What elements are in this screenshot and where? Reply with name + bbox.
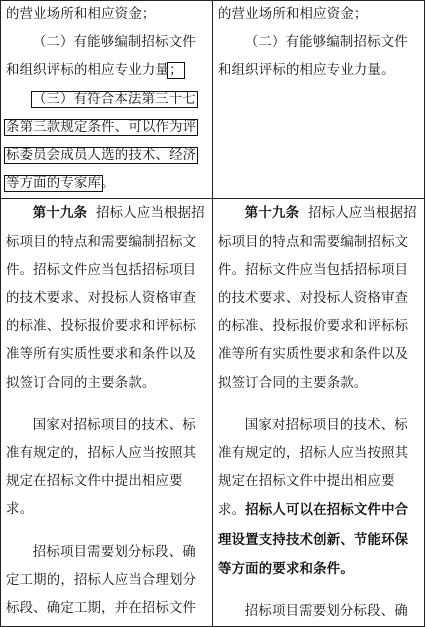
left-text-p3 <box>6 86 207 199</box>
left-cell-row1 <box>1 1 213 199</box>
left-text-p3: 招标项目需要划分标段、确定工期的，招标人应当合理划分标段、确定工期，并在招标文件 <box>6 544 197 617</box>
article-title: 第十九条 <box>32 205 88 222</box>
left-cell-row2 <box>1 199 213 627</box>
right-cell-row1 <box>213 1 425 199</box>
right-text-p2: （二）有能够编制招标文件和组织评标的相应专业力量。 <box>218 35 408 79</box>
right-text-p2-body: 国家对招标项目的技术、标准有规定的，招标人应当按照其规定在招标文件中提出相应要 <box>218 417 409 490</box>
table-row <box>1 1 425 199</box>
right-text-p3: 招标项目需要划分标段、确 <box>244 604 408 620</box>
right-text-p2-tail: 求。 <box>218 503 246 519</box>
left-text-p3-end: 。 <box>101 176 115 192</box>
table-row <box>1 199 425 627</box>
deleted-mark: ； <box>169 63 183 79</box>
deleted-text-box: （三）有符合本法第三十七条第三款规定条件、可以作为评标委员会成员人选的技术、经济等方面的专家库 <box>6 91 197 192</box>
left-text-p2: 国家对招标项目的技术、标准有规定的，招标人应当按照其规定在招标文件中提出相应要求。 <box>6 417 197 518</box>
article-title: 第十九条 <box>244 205 300 222</box>
right-text-p1: 的营业场所和相应资金； <box>218 7 368 22</box>
added-text-bold: 招标人可以在招标文件中合理设置支持技术创新、节能环保等方面的要求和条件。 <box>218 502 409 577</box>
article-body: 招标人应当根据招标项目的特点和需要编制招标文件。招标文件应当包括招标项目的技术要求、对投标人资格审查的标准、投标报价要求和评标标准等所有实质性要求和条件以及拟签订合同的主要条款。 <box>6 206 205 391</box>
right-cell-row2 <box>213 199 425 627</box>
left-text-p2-body: （二）有能够编制招标文件和组织评标的相应专业力量 <box>6 35 196 79</box>
left-article-19 <box>6 199 207 397</box>
right-article-19 <box>218 199 419 397</box>
article-body: 招标人应当根据招标项目的特点和需要编制招标文件。招标文件应当包括招标项目的技术要求、对投标人资格审查的标准、投标报价要求和评标标准等所有实质性要求和条件以及拟签订合同的主要条款。 <box>218 206 417 391</box>
right-text-p2 <box>218 412 419 584</box>
left-text-p1: 的营业场所和相应资金； <box>6 7 156 22</box>
left-text-p2 <box>6 29 207 85</box>
